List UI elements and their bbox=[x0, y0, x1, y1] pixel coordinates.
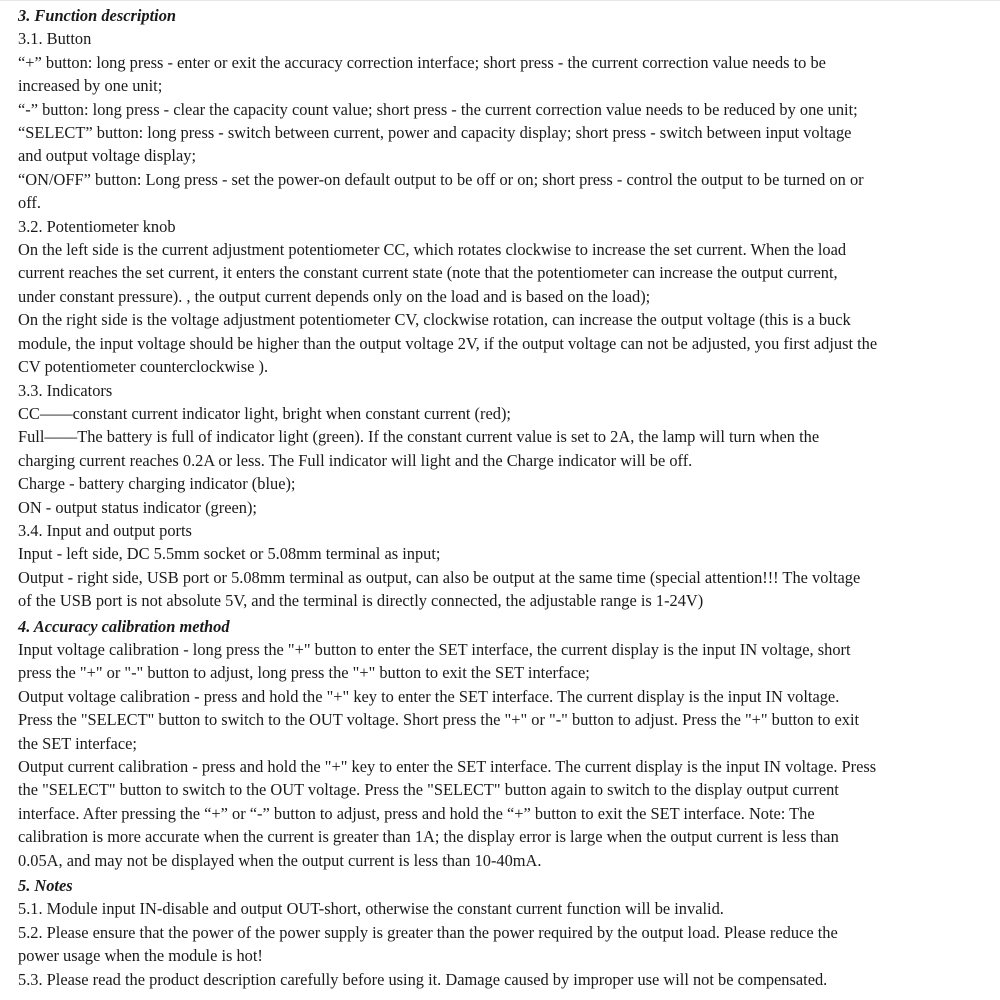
text-line: “-” button: long press - clear the capacity count value; short press - the current correction value needs to be reduced by one unit; bbox=[18, 99, 858, 119]
section-heading: 4. Accuracy calibration method bbox=[18, 616, 230, 636]
text-line: CC——constant current indicator light, bright when constant current (red); bbox=[18, 403, 511, 423]
text-line: Charge - battery charging indicator (blue); bbox=[18, 474, 296, 494]
text-line: 5.1. Module input IN-disable and output OUT-short, otherwise the constant current function will be invalid. bbox=[18, 899, 724, 919]
text-line: Output - right side, USB port or 5.08mm terminal as output, can also be output at the same time (special attention!!! The voltage bbox=[18, 567, 861, 587]
text-line: “SELECT” button: long press - switch between current, power and capacity display; short press - switch between input voltage bbox=[18, 123, 852, 143]
text-line: Input - left side, DC 5.5mm socket or 5.08mm terminal as input; bbox=[18, 544, 441, 564]
section-heading: 3. Function description bbox=[18, 6, 177, 25]
text-line: CV potentiometer counterclockwise ). bbox=[18, 357, 269, 377]
text-line: interface. After pressing the “+” or “-” button to adjust, press and hold the “+” button to exit the SET interface. Note: The bbox=[18, 803, 815, 823]
text-line: the "SELECT" button to switch to the OUT voltage. Press the "SELECT" button again to switch to the display output current bbox=[18, 780, 839, 800]
section-function-description bbox=[18, 4, 986, 613]
text-line: under constant pressure). , the output current depends only on the load and is based on the load); bbox=[18, 286, 651, 306]
text-line: Output current calibration - press and hold the "+" key to enter the SET interface. The current display is the input IN voltage. Press bbox=[18, 757, 877, 776]
section-accuracy-calibration bbox=[18, 615, 986, 872]
text-line: Press the "SELECT" button to switch to the OUT voltage. Short press the "+" or "-" button to adjust. Press the "+" button to exit bbox=[18, 710, 860, 730]
text-line: ON - output status indicator (green); bbox=[18, 497, 257, 517]
text-line: charging current reaches 0.2A or less. The Full indicator will light and the Charge indicator will be off. bbox=[18, 450, 693, 470]
text-line: 0.05A, and may not be displayed when the output current is less than 10-40mA. bbox=[18, 850, 542, 870]
text-line: calibration is more accurate when the current is greater than 1A; the display error is large when the output current is less than bbox=[18, 827, 839, 847]
text-line: press the "+" or "-" button to adjust, long press the "+" button to exit the SET interface; bbox=[18, 663, 590, 683]
text-line: 5.2. Please ensure that the power of the power supply is greater than the power required by the output load. Please reduce the bbox=[18, 922, 838, 942]
text-line: 3.3. Indicators bbox=[18, 380, 113, 400]
text-line: “ON/OFF” button: Long press - set the power-on default output to be off or on; short press - control the output to be turned on or bbox=[18, 169, 864, 189]
text-line: off. bbox=[18, 193, 41, 213]
text-line: and output voltage display; bbox=[18, 146, 196, 166]
text-line: Input voltage calibration - long press the "+" button to enter the SET interface, the current display is the input IN voltage, short bbox=[18, 639, 851, 659]
text-line: current reaches the set current, it enters the constant current state (note that the potentiometer can increase the output current, bbox=[18, 263, 838, 283]
text-line: module, the input voltage should be higher than the output voltage 2V, if the output voltage can not be adjusted, you first adjust the bbox=[18, 333, 878, 353]
text-line: Full——The battery is full of indicator light (green). If the constant current value is set to 2A, the lamp will turn when the bbox=[18, 427, 820, 447]
text-line: “+” button: long press - enter or exit the accuracy correction interface; short press - the current correction value needs to be bbox=[18, 52, 826, 72]
section-heading: 5. Notes bbox=[18, 876, 73, 896]
text-line: 3.2. Potentiometer knob bbox=[18, 216, 176, 236]
text-line: Output voltage calibration - press and hold the "+" key to enter the SET interface. The current display is the input IN voltage. bbox=[18, 686, 840, 706]
text-line: 3.1. Button bbox=[18, 29, 92, 49]
text-line: power usage when the module is hot! bbox=[18, 946, 263, 966]
text-line: On the left side is the current adjustment potentiometer CC, which rotates clockwise to increase the set current. When the load bbox=[18, 240, 847, 260]
section-notes bbox=[18, 874, 986, 991]
text-line: increased by one unit; bbox=[18, 76, 163, 96]
text-line: 5.3. Please read the product description carefully before using it. Damage caused by improper use will not be compensated. bbox=[18, 969, 828, 989]
text-line: On the right side is the voltage adjustment potentiometer CV, clockwise rotation, can increase the output voltage (this is a buck bbox=[18, 310, 851, 330]
text-line: the SET interface; bbox=[18, 733, 137, 753]
text-line: 3.4. Input and output ports bbox=[18, 520, 192, 540]
text-line: of the USB port is not absolute 5V, and the terminal is directly connected, the adjustable range is 1-24V) bbox=[18, 591, 704, 611]
